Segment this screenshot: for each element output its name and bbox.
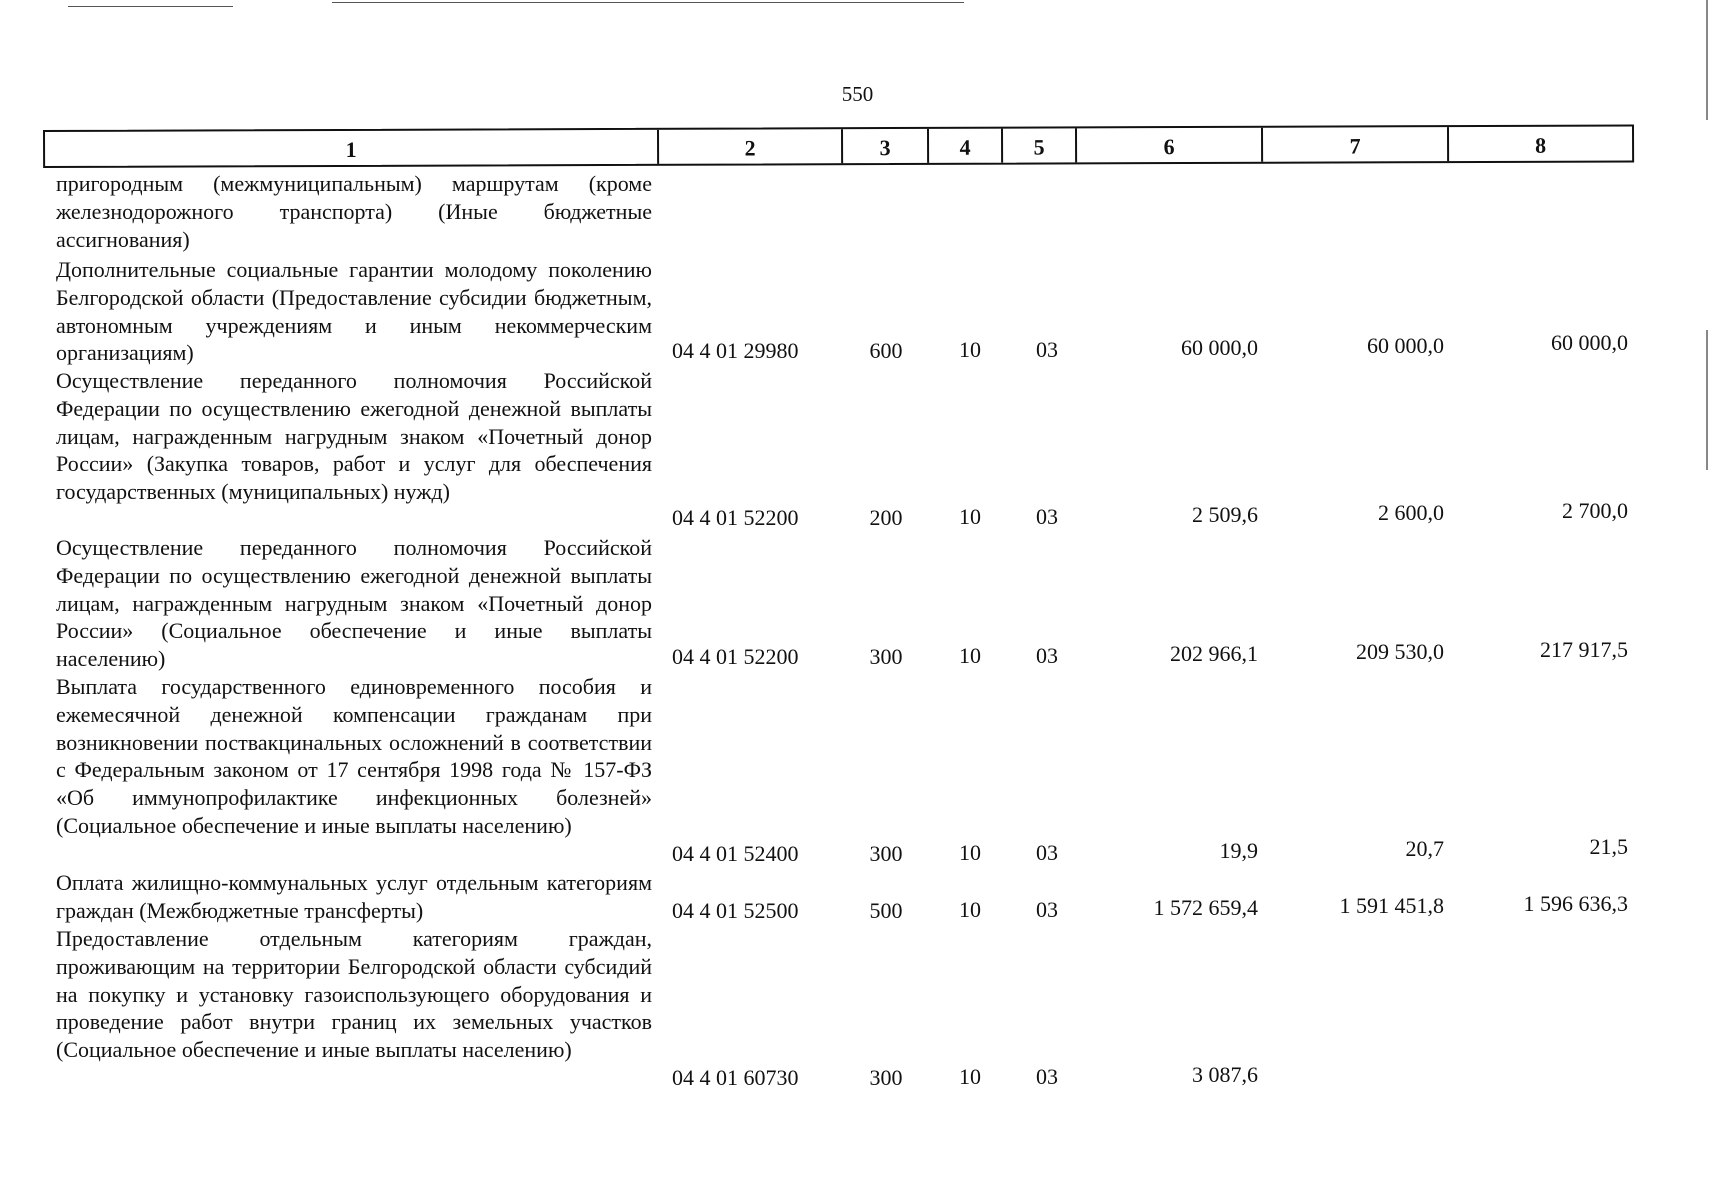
row-expense-type: 200 <box>869 505 903 530</box>
row-section: 10 <box>959 504 981 529</box>
row-subsection: 03 <box>1036 897 1058 922</box>
row-code: 04 4 01 52200 <box>672 505 799 530</box>
row-code: 04 4 01 29980 <box>672 338 799 363</box>
row-subsection: 03 <box>1036 1064 1058 1089</box>
row-amount-year3: 1 596 636,3 <box>1523 891 1628 916</box>
row-amount-year2: 2 600,0 <box>1378 500 1444 525</box>
row-section: 10 <box>959 840 981 865</box>
row-subsection: 03 <box>1036 643 1058 668</box>
row-amount-year1: 1 572 659,4 <box>1153 895 1258 920</box>
column-header: 4 <box>929 129 1003 163</box>
row-amount-year1: 2 509,6 <box>1192 502 1258 527</box>
row-amount-year3: 60 000,0 <box>1551 330 1628 355</box>
row-amount-year2: 60 000,0 <box>1367 333 1444 358</box>
row-code: 04 4 01 52500 <box>672 898 799 923</box>
row-amount-year1: 3 087,6 <box>1192 1062 1258 1087</box>
row-expense-type: 300 <box>869 644 903 669</box>
row-description: Предоставление отдельным категориям граждан, проживающим на территории Белгородской области субсидий на покупку и установку газоиспользующего оборудования и проведение работ внутри границ их земельных участков (Социальное обеспечение и иные выплаты населению) <box>56 926 652 1063</box>
row-section: 10 <box>959 337 981 362</box>
column-header: 5 <box>1003 128 1077 162</box>
column-header: 2 <box>659 129 843 164</box>
row-amount-year1: 19,9 <box>1219 838 1258 863</box>
row-amount-year2: 20,7 <box>1405 836 1444 861</box>
row-code: 04 4 01 60730 <box>672 1065 799 1090</box>
row-expense-type: 600 <box>869 338 903 363</box>
column-header: 1 <box>45 130 659 166</box>
row-amount-year2: 209 530,0 <box>1356 639 1444 664</box>
row-description: Оплата жилищно-коммунальных услуг отдельным категориям граждан (Межбюджетные трансферты) <box>56 870 652 923</box>
row-amount-year3: 21,5 <box>1589 834 1628 859</box>
row-description: Осуществление переданного полномочия Российской Федерации по осуществлению ежегодной денежной выплаты лицам, награжденным нагрудным знаком «Почетный донор России» (Социальное обеспечение и иные выплаты населению) <box>56 535 652 672</box>
row-description: Дополнительные социальные гарантии молодому поколению Белгородской области (Предоставление субсидии бюджетным, автономным учреждениям и иным некоммерческим организациям) <box>56 257 652 366</box>
column-header: 6 <box>1077 128 1263 163</box>
row-amount-year1: 202 966,1 <box>1170 641 1258 666</box>
row-amount-year3: 217 917,5 <box>1540 637 1628 662</box>
page-number: 550 <box>841 82 874 106</box>
row-subsection: 03 <box>1036 840 1058 865</box>
row-subsection: 03 <box>1036 504 1058 529</box>
row-expense-type: 500 <box>869 898 903 923</box>
row-section: 10 <box>959 897 981 922</box>
row-amount-year3: 2 700,0 <box>1562 498 1628 523</box>
row-description: пригородным (межмуниципальным) маршрутам (кроме железнодорожного транспорта) (Иные бюджетные ассигнования) <box>56 171 652 252</box>
row-description: Выплата государственного единовременного пособия и ежемесячной денежной компенсации гражданам при возникновении поствакцинальных осложнений в соответствии с Федеральным законом от 17 сентября 1998 года № 157-ФЗ «Об иммунопрофилактике инфекционных болезней» (Социальное обеспечение и иные выплаты населению) <box>56 674 652 838</box>
row-code: 04 4 01 52200 <box>672 644 799 669</box>
row-code: 04 4 01 52400 <box>672 841 799 866</box>
row-amount-year2: 1 591 451,8 <box>1339 893 1444 918</box>
row-subsection: 03 <box>1036 337 1058 362</box>
row-expense-type: 300 <box>869 841 903 866</box>
column-header: 3 <box>843 129 929 163</box>
row-amount-year1: 60 000,0 <box>1181 335 1258 360</box>
row-description: Осуществление переданного полномочия Российской Федерации по осуществлению ежегодной денежной выплаты лицам, награжденным нагрудным знаком «Почетный донор России» (Закупка товаров, работ и услуг для обеспечения государственных (муниципальных) нужд) <box>56 368 652 505</box>
row-expense-type: 300 <box>869 1065 903 1090</box>
column-header: 8 <box>1535 132 1547 158</box>
column-header: 7 <box>1263 127 1449 162</box>
row-section: 10 <box>959 1064 981 1089</box>
row-section: 10 <box>959 643 981 668</box>
